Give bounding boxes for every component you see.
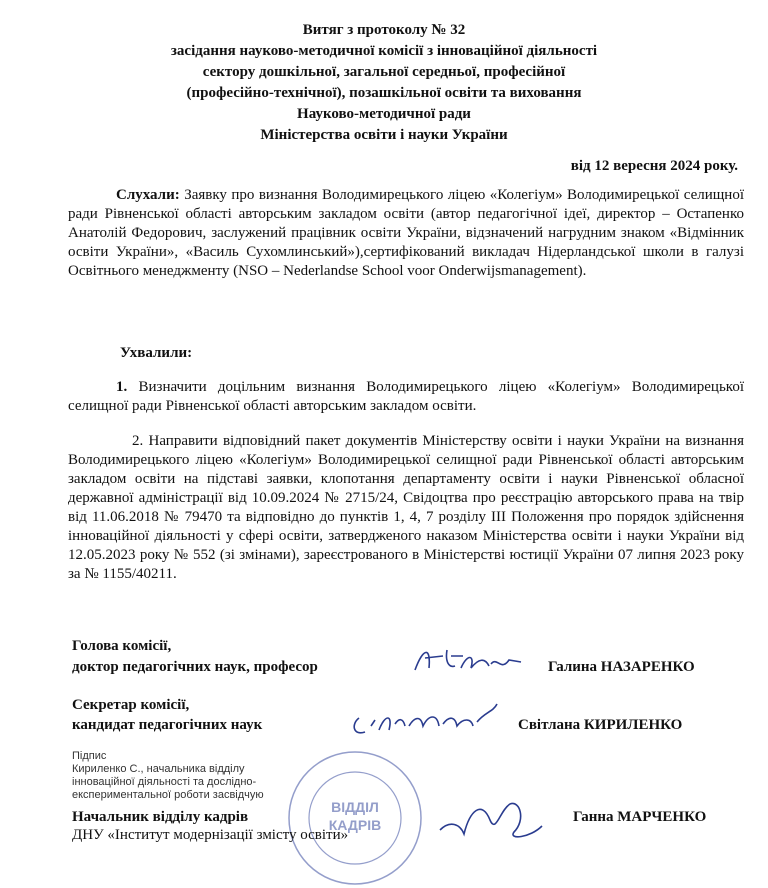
heard-text: Заявку про визнання Володимирецького ліцею «Колегіум» Володимирецької селищної ради Рівненської області авторським закладом освіти (автор педагогічної ідеї, директор – Остапенко Анатолій Федорович, заслужений працівник освіти України, відзначений нагрудним знаком «Відмінник освіти України», «Василь Сухомлинський»),сертифікований викладач Нідерландської школи в галузі Освітнього менеджменту (NSO – Nederlandse School voor Onderwijsmanagement). — [68, 187, 744, 279]
item-text: Визначити доцільним визнання Володимирецького ліцею «Колегіум» Володимирецької селищної ради Рівненської області авторським закладом освіти. — [68, 379, 744, 414]
heard-label: Слухали: — [116, 187, 180, 203]
decision-item-1 — [68, 378, 744, 416]
svg-text:ВІДДІЛ: ВІДДІЛ — [331, 799, 379, 815]
hr-organization: ДНУ «Інститут модернізації змісту освіти» — [72, 827, 349, 843]
header-line: засідання науково-методичної комісії з інноваційної діяльності — [170, 43, 598, 59]
secretary-degree: кандидат педагогічних наук — [72, 717, 263, 733]
protocol-title: Витяг з протоколу № 32 — [302, 22, 466, 38]
decision-item-2 — [68, 432, 744, 584]
document-header — [60, 20, 708, 146]
header-line: Науково-методичної ради — [297, 106, 471, 122]
note-line: експериментальної роботи засвідчую — [72, 789, 264, 801]
secretary-title: Секретар комісії, — [72, 697, 190, 713]
svg-text:КАДРІВ: КАДРІВ — [328, 817, 382, 833]
chair-name: Галина НАЗАРЕНКО — [548, 659, 695, 675]
item-text: 2. Направити відповідний пакет документів Міністерству освіти і науки України на визнання Володимирецького ліцею «Колегіум» Володимирецької селищної ради Рівненської області авторським закладом освіти на підставі заявки, клопотання департаменту освіти і науки Рівненської обласної державної адміністрації від 10.09.2024 № 2715/24, Свідоцтва про реєстрацію авторського права на твір від 11.06.2018 № 79470 та відповідно до пунктів 1, 4, 7 розділу ІІІ Положення про порядок здійснення інноваційної діяльності у сфері освіти, затвердженого наказом Міністерства освіти і науки України від 12.05.2023 року № 552 (зі змінами), зареєстрованого в Міністерстві юстиції України 07 липня 2023 року за № 1155/40211. — [68, 433, 744, 582]
secretary-name: Світлана КИРИЛЕНКО — [518, 717, 683, 733]
certification-note — [72, 750, 264, 802]
document-date: від 12 вересня 2024 року. — [570, 158, 738, 174]
heard-section — [68, 186, 744, 281]
header-line: (професійно-технічної), позашкільної освіти та виховання — [186, 85, 582, 101]
decided-label: Ухвалили: — [120, 345, 193, 361]
hr-name: Ганна МАРЧЕНКО — [573, 809, 707, 825]
header-line: сектору дошкільної, загальної середньої, професійної — [202, 64, 566, 80]
note-line: Підпис — [72, 750, 107, 762]
hr-title: Начальник відділу кадрів — [72, 809, 249, 825]
chair-title: Голова комісії, — [72, 638, 172, 654]
chair-degree: доктор педагогічних наук, професор — [72, 659, 318, 675]
item-number: 1. — [116, 379, 128, 395]
note-line: Кириленко С., начальника відділу — [72, 763, 245, 775]
note-line: інноваційної діяльності та дослідно- — [72, 776, 257, 788]
header-line: Міністерства освіти і науки України — [260, 127, 508, 143]
